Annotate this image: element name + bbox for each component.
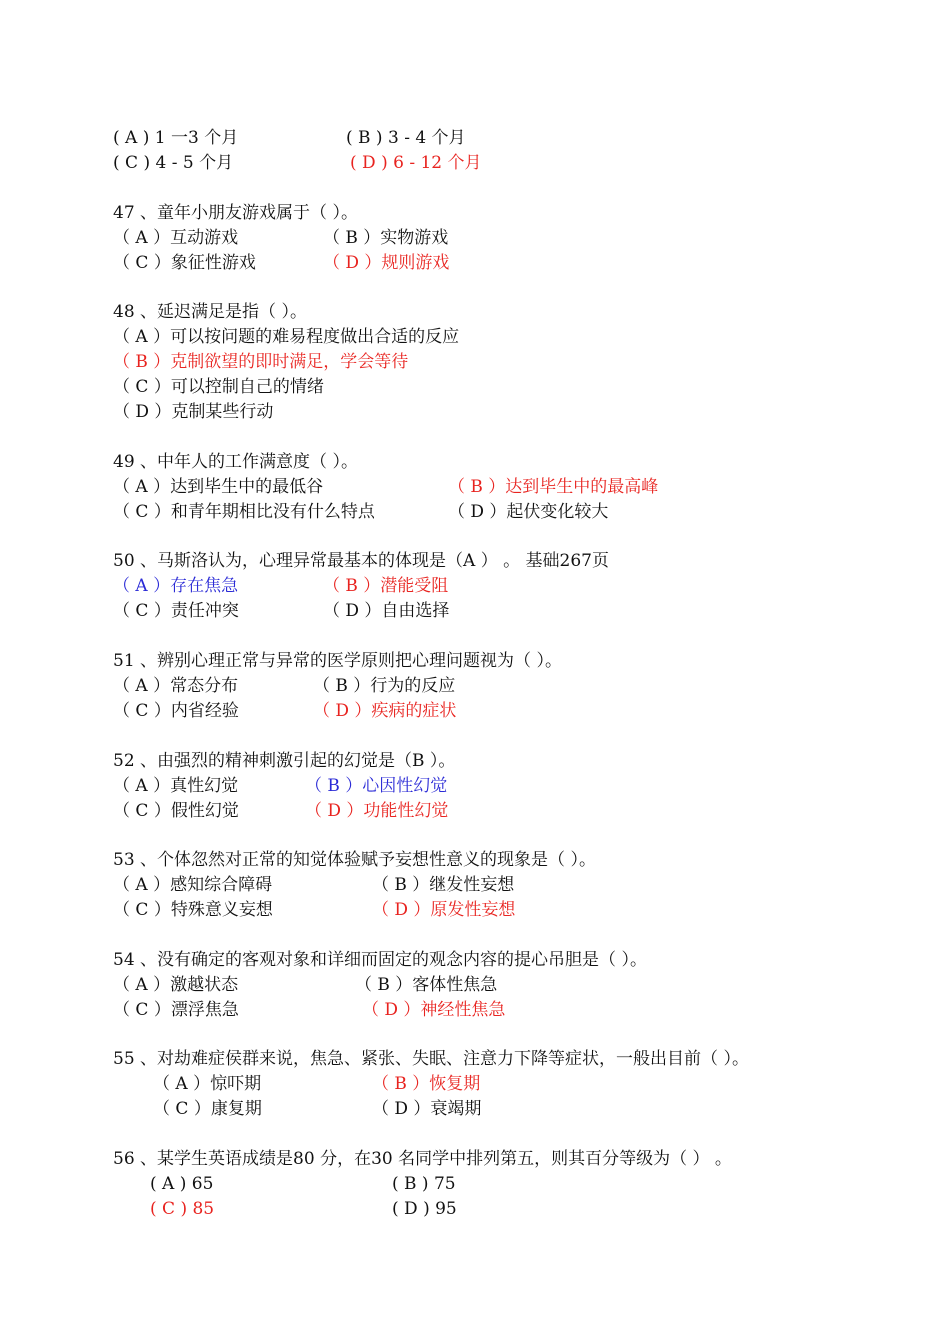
q51-option-b: （ B ）行为的反应 <box>313 676 456 696</box>
q54-stem: 54 、没有确定的客观对象和详细而固定的观念内容的提心吊胆是（ ）。 <box>113 950 647 970</box>
q52-option-c: （ C ）假性幻觉 <box>113 801 239 821</box>
q55-option-c: （ C ）康复期 <box>153 1099 262 1119</box>
q50-option-a-answer: （ A ）存在焦急 <box>113 576 239 596</box>
q54-option-a: （ A ）激越状态 <box>113 975 239 995</box>
q47-option-d-answer: （ D ）规则游戏 <box>323 253 450 273</box>
q47-option-b: （ B ）实物游戏 <box>323 228 449 248</box>
q52-option-d: （ D ）功能性幻觉 <box>305 801 449 821</box>
q53-stem: 53 、个体忽然对正常的知觉体验赋予妄想性意义的现象是（ ）。 <box>113 850 596 870</box>
q56-option-d: ( D ) 95 <box>392 1199 457 1219</box>
q53-option-d-answer: （ D ）原发性妄想 <box>372 900 516 920</box>
q49-option-a: （ A ）达到毕生中的最低谷 <box>113 477 324 497</box>
q51-option-c: （ C ）内省经验 <box>113 701 239 721</box>
q52-option-b-answer: （ B ）心因性幻觉 <box>305 776 448 796</box>
q54-option-c: （ C ）漂浮焦急 <box>113 1000 239 1020</box>
q47-option-c: （ C ）象征性游戏 <box>113 253 256 273</box>
q47-option-a: （ A ）互动游戏 <box>113 228 239 248</box>
q55-option-b-answer: （ B ）恢复期 <box>372 1074 481 1094</box>
q53-option-a: （ A ）感知综合障碍 <box>113 875 273 895</box>
q55-stem: 55 、对劫难症侯群来说，焦急、紧张、失眠、注意力下降等症状，一般出目前（ ）。 <box>113 1049 749 1069</box>
q51-stem: 51 、辨别心理正常与异常的医学原则把心理问题视为（ ）。 <box>113 651 562 671</box>
q49-option-d: （ D ）起伏变化较大 <box>448 502 609 522</box>
q48-option-c: （ C ）可以控制自己的情绪 <box>113 377 324 397</box>
q46-option-b: ( B ) 3 - 4 个月 <box>346 128 466 148</box>
q56-stem: 56 、某学生英语成绩是80 分，在30 名同学中排列第五，则其百分等级为（ ） 。 <box>113 1149 732 1169</box>
q50-option-d: （ D ）自由选择 <box>323 601 450 621</box>
q56-option-c-answer: ( C ) 85 <box>150 1199 215 1219</box>
q51-option-d-answer: （ D ）疾病的症状 <box>313 701 457 721</box>
q49-option-b-answer: （ B ）达到毕生中的最高峰 <box>448 477 659 497</box>
q50-option-b: （ B ）潜能受阻 <box>323 576 449 596</box>
q51-option-a: （ A ）常态分布 <box>113 676 239 696</box>
q55-option-a: （ A ）惊吓期 <box>153 1074 262 1094</box>
q46-option-a: ( A ) 1 一3 个月 <box>113 128 239 148</box>
q48-option-d: （ D ）克制某些行动 <box>113 402 274 422</box>
q46-option-d-answer: ( D ) 6 - 12 个月 <box>350 153 482 173</box>
q53-option-c: （ C ）特殊意义妄想 <box>113 900 273 920</box>
q54-option-b: （ B ）客体性焦急 <box>355 975 498 995</box>
q47-stem: 47 、童年小朋友游戏属于（ ）。 <box>113 203 358 223</box>
q48-stem: 48 、延迟满足是指（ ）。 <box>113 302 307 322</box>
q48-option-b-answer: （ B ）克制欲望的即时满足，学会等待 <box>113 352 409 372</box>
q53-option-b: （ B ）继发性妄想 <box>372 875 515 895</box>
q48-option-a: （ A ）可以按问题的难易程度做出合适的反应 <box>113 327 460 347</box>
q55-option-d: （ D ）衰竭期 <box>372 1099 482 1119</box>
q46-option-c: ( C ) 4 - 5 个月 <box>113 153 234 173</box>
q54-option-d-answer: （ D ）神经性焦急 <box>362 1000 506 1020</box>
q50-stem: 50 、马斯洛认为，心理异常最基本的体现是（A ） 。 基础267页 <box>113 551 609 571</box>
q56-option-b: ( B ) 75 <box>392 1174 456 1194</box>
q52-option-a: （ A ）真性幻觉 <box>113 776 239 796</box>
q49-option-c: （ C ）和青年期相比没有什么特点 <box>113 502 375 522</box>
q52-stem: 52 、由强烈的精神刺激引起的幻觉是（B ）。 <box>113 751 456 771</box>
q50-option-c: （ C ）责任冲突 <box>113 601 239 621</box>
q49-stem: 49 、中年人的工作满意度（ ）。 <box>113 452 358 472</box>
q56-option-a: ( A ) 65 <box>150 1174 214 1194</box>
